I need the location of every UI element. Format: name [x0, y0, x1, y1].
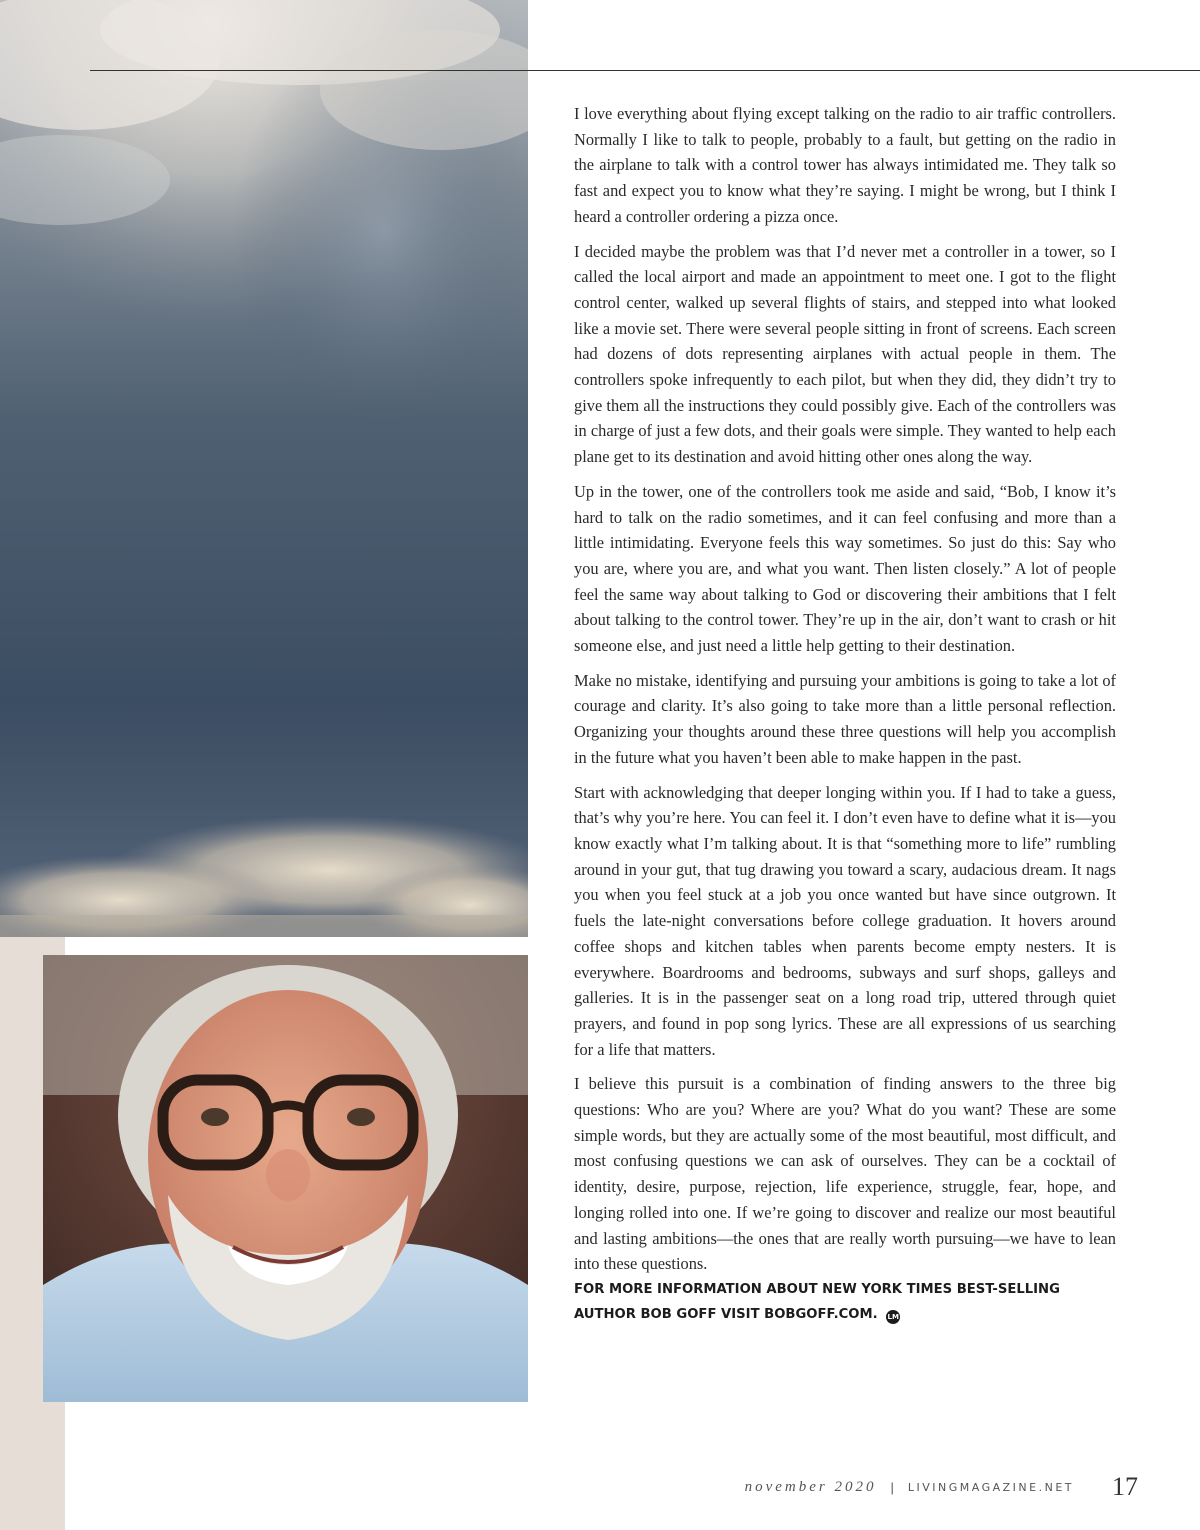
article-body: [574, 101, 1116, 1328]
author-info-text: FOR MORE INFORMATION ABOUT NEW YORK TIMES BEST-SELLING AUTHOR BOB GOFF VISIT BOBGOFF.COM.: [574, 1281, 1060, 1323]
top-rule-line: [90, 70, 1200, 71]
sky-clouds-photo: [0, 0, 528, 937]
page-footer: [745, 1472, 1138, 1502]
article-paragraph-2: I decided maybe the problem was that I’d never met a controller in a tower, so I called the local airport and made an appointment to meet one. I got to the flight control center, walked up several flights of stairs, and stepped into what looked like a movie set. There were several people sitting in front of screens. Each screen had dozens of dots representing airplanes with actual people in them. The controllers spoke infrequently to each pilot, but when they did, they didn’t try to give them all the instructions they could possibly give. Each of the controllers was in charge of just a few dots, and their goals were simple. They wanted to help each plane get to its destination and avoid hitting other ones along the way.: [574, 241, 1116, 467]
article-paragraph-5: Start with acknowledging that deeper longing within you. If I had to take a guess, that’s why you’re here. You can feel it. I don’t even have to define what it is—you know exactly what I’m talking about. It is that “something more to life” rumbling around in your gut, that tug drawing you toward a scary, audacious dream. It nags you when you feel stuck at a job you once wanted but have since outgrown. It fuels the late-night conversations before college graduation. It hovers around coffee shops and kitchen tables when parents become empty nesters. It is everywhere. Boardrooms and bedrooms, subways and surf shops, galleys and galleries. It is in the passenger seat on a long road trip, uttered through quiet prayers, and found in pop song lyrics. These are all expressions of us searching for a life that matters.: [574, 782, 1116, 1059]
footer-separator: |: [890, 1479, 894, 1495]
magazine-website: LIVINGMAGAZINE.NET: [907, 1480, 1074, 1494]
page-number: 17: [1112, 1472, 1138, 1501]
author-info-callout: [574, 1277, 1116, 1328]
magazine-end-mark-icon: LM: [886, 1310, 900, 1324]
article-paragraph-1: I love everything about flying except talking on the radio to air traffic controllers. Normally I like to talk to people, probably to a fault, but getting on the radio in the airplane to talk with a control tower has always intimidated me. They talk so fast and expect you to know what they’re saying. I might be wrong, but I think I heard a controller ordering a pizza once.: [574, 104, 1116, 226]
issue-date: november 2020: [744, 1478, 877, 1495]
author-portrait-photo: [43, 955, 528, 1402]
article-paragraph-4: Make no mistake, identifying and pursuing your ambitions is going to take a lot of courage and clarity. It’s also going to take more than a little personal reflection. Organizing your thoughts around these three questions will help you accomplish in the future what you haven’t been able to make happen in the past.: [574, 670, 1116, 767]
article-paragraph-3: Up in the tower, one of the controllers took me aside and said, “Bob, I know it’s hard to talk on the radio sometimes, and it can feel confusing and more than a little intimidating. Everyone feels this way sometimes. So just do this: Say who you are, where you are, and what you want. Then listen closely.” A lot of people feel the same way about talking to God or discovering their ambitions that I felt about talking to the control tower. They’re up in the air, don’t want to crash or hit someone else, and just need a little help getting to their destination.: [574, 481, 1116, 656]
article-paragraph-6: I believe this pursuit is a combination of finding answers to the three big questions: Who are you? Where are you? What do you want? These are some simple words, but they are actually some of the most beautiful, most difficult, and most confusing questions we can ask of ourselves. They can be a cocktail of identity, desire, purpose, rejection, life experience, struggle, fear, hope, and longing rolled into one. If we’re going to discover and realize our most beautiful and lasting ambitions—the ones that are really worth pursuing—we have to lean into these questions.: [574, 1074, 1116, 1274]
